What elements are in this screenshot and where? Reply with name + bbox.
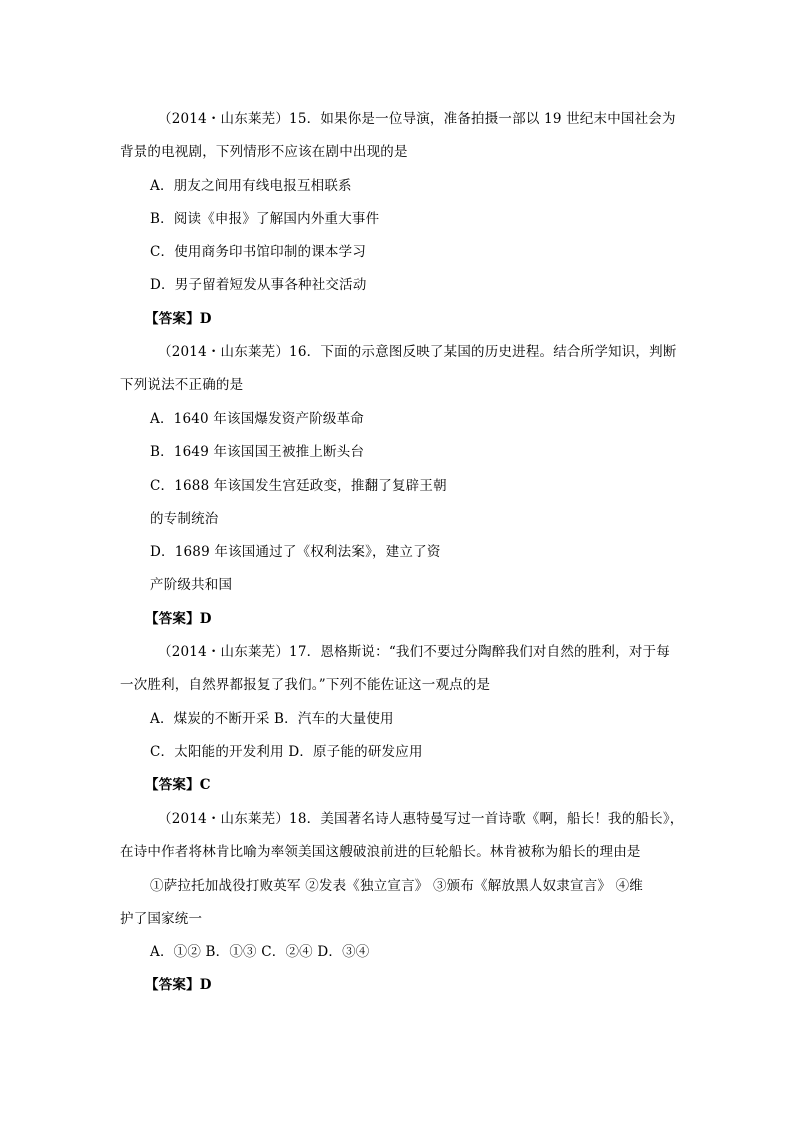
q15-stem-line1: （2014・山东莱芜）15．如果你是一位导演，准备拍摄一部以 19 世纪末中国社会为	[158, 111, 676, 127]
q15-answer: 【答案】D	[145, 311, 212, 327]
q16-stem-line1: （2014・山东莱芜）16．下面的示意图反映了某国的历史进程。结合所学知识，判断	[158, 344, 677, 360]
q18-items-line2: 护了国家统一	[120, 911, 203, 927]
q16-option-d: D．1689 年该国通过了《权利法案》，建立了资	[150, 544, 441, 560]
q16-option-c-cont: 的专制统治	[150, 511, 219, 527]
q16-option-c: C．1688 年该国发生宫廷政变，推翻了复辟王朝	[150, 478, 447, 494]
q17-stem-line1: （2014・山东莱芜）17．恩格斯说：“我们不要过分陶醉我们对自然的胜利，对于每	[158, 644, 670, 660]
q16-answer: 【答案】D	[145, 611, 212, 627]
q17-stem-line2: 一次胜利，自然界都报复了我们。”下列不能佐证这一观点的是	[120, 677, 491, 693]
q15-stem-line2: 背景的电视剧，下列情形不应该在剧中出现的是	[120, 144, 408, 160]
q15-option-b: B．阅读《申报》了解国内外重大事件	[150, 211, 380, 227]
q16-option-a: A．1640 年该国爆发资产阶级革命	[150, 411, 364, 427]
q15-option-d: D．男子留着短发从事各种社交活动	[150, 277, 367, 293]
q18-items-line1: ①萨拉托加战役打败英军 ②发表《独立宣言》 ③颁布《解放黑人奴隶宣言》 ④维	[150, 878, 643, 894]
q16-option-b: B．1649 年该国国王被推上断头台	[150, 444, 365, 460]
q16-option-d-cont: 产阶级共和国	[150, 577, 233, 593]
q17-answer: 【答案】C	[145, 777, 211, 793]
q18-stem-line2: 在诗中作者将林肯比喻为率领美国这艘破浪前进的巨轮船长。林肯被称为船长的理由是	[120, 844, 641, 860]
q18-stem-line1: （2014・山东莱芜）18．美国著名诗人惠特曼写过一首诗歌《啊，船长！我的船长》，	[158, 811, 684, 827]
q16-stem-line2: 下列说法不正确的是	[120, 377, 244, 393]
q18-answer: 【答案】D	[145, 977, 212, 993]
q15-option-a: A．朋友之间用有线电报互相联系	[150, 178, 352, 194]
q17-option-cd: C．太阳能的开发利用 D．原子能的研发应用	[150, 744, 423, 760]
q17-option-ab: A．煤炭的不断开采 B．汽车的大量使用	[150, 711, 394, 727]
q18-options: A．①② B．①③ C．②④ D．③④	[150, 944, 370, 960]
q15-option-c: C．使用商务印书馆印制的课本学习	[150, 244, 367, 260]
